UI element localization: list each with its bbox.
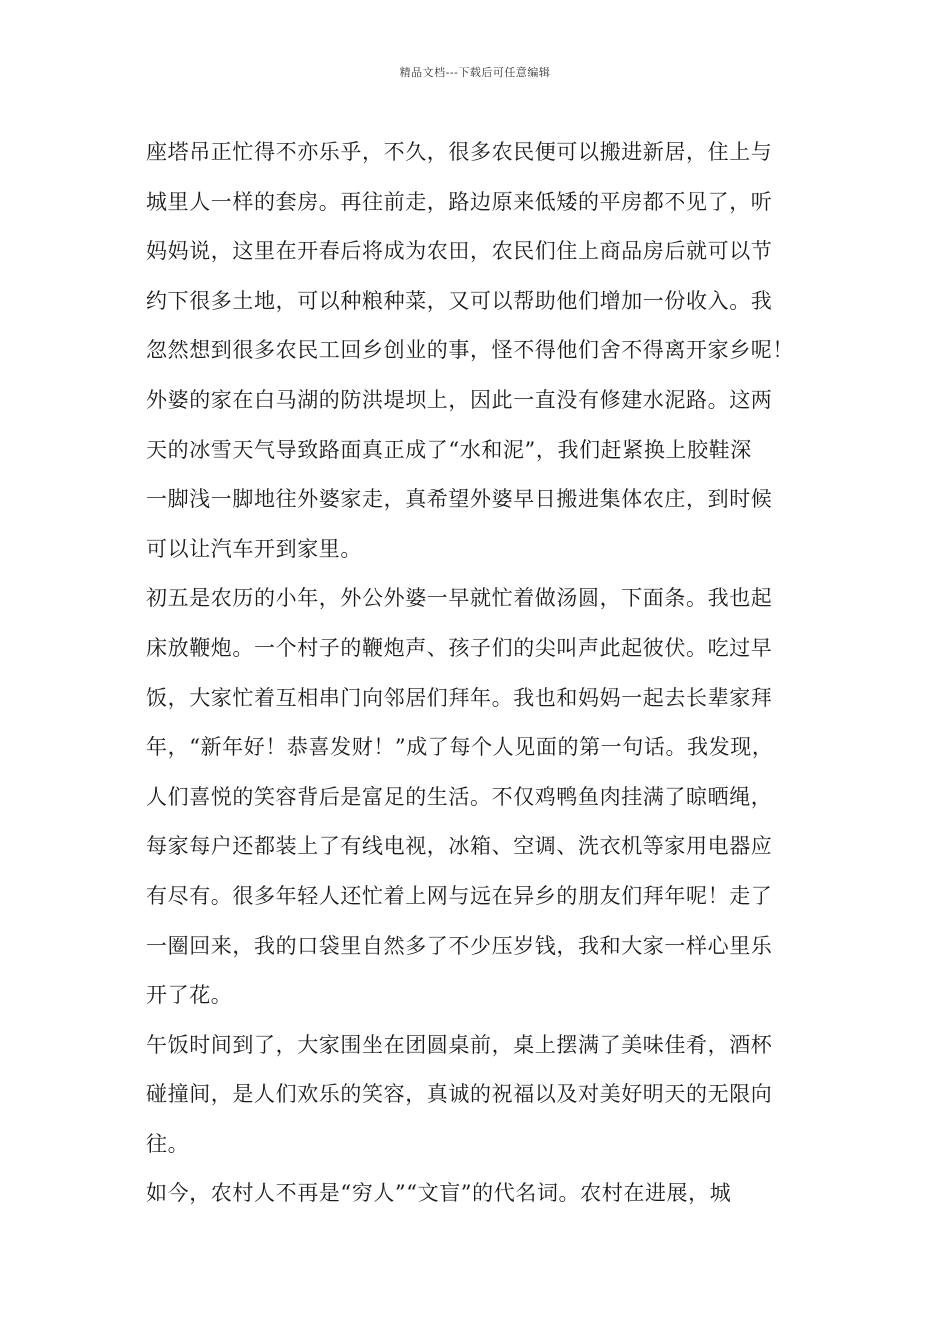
text-line: 床放鞭炮。一个村子的鞭炮声、孩子们的尖叫声此起彼伏。吃过早 xyxy=(146,635,773,660)
text-line: 外婆的家在白马湖的防洪堤坝上，因此一直没有修建水泥路。这两 xyxy=(146,387,773,412)
text-line: 开了花。 xyxy=(146,983,233,1008)
text-line: 可以让汽车开到家里。 xyxy=(146,536,362,561)
text-line: 往。 xyxy=(146,1131,190,1156)
document-body xyxy=(146,128,826,1219)
text-line: 天的冰雪天气导致路面真正成了“水和泥”，我们赶紧换上胶鞋深 xyxy=(146,437,752,462)
text-line: 一圈回来，我的口袋里自然多了不少压岁钱，我和大家一样心里乐 xyxy=(146,933,773,958)
text-line: 约下很多土地，可以种粮种菜，又可以帮助他们增加一份收入。我 xyxy=(146,288,773,313)
text-line: 碰撞间，是人们欢乐的笑容，真诚的祝福以及对美好明天的无限向 xyxy=(146,1082,773,1107)
page-header: 精品文档---下载后可任意编辑 xyxy=(399,66,551,79)
text-line: 如今，农村人不再是“穷人”“文盲”的代名词。农村在进展，城 xyxy=(146,1181,732,1206)
text-line: 年，“新年好！恭喜发财！”成了每个人见面的第一句话。我发现， xyxy=(146,735,774,760)
text-line: 城里人一样的套房。再往前走，路边原来低矮的平房都不见了，听 xyxy=(146,189,773,214)
text-line: 座塔吊正忙得不亦乐乎，不久，很多农民便可以搬进新居，住上与 xyxy=(146,140,773,164)
text-line: 午饭时间到了，大家围坐在团圆桌前，桌上摆满了美味佳肴，酒杯 xyxy=(146,1032,773,1057)
text-line: 妈妈说，这里在开春后将成为农田，农民们住上商品房后就可以节 xyxy=(146,239,773,264)
text-line: 每家每户还都装上了有线电视，冰箱、空调、洗衣机等家用电器应 xyxy=(146,834,773,859)
text-line: 饭，大家忙着互相串门向邻居们拜年。我也和妈妈一起去长辈家拜 xyxy=(146,685,773,710)
text-line: 有尽有。很多年轻人还忙着上网与远在异乡的朋友们拜年呢！走了 xyxy=(146,883,773,908)
text-line: 人们喜悦的笑容背后是富足的生活。不仅鸡鸭鱼肉挂满了晾晒绳， xyxy=(146,784,773,809)
text-line: 初五是农历的小年，外公外婆一早就忙着做汤圆，下面条。我也起 xyxy=(146,586,773,611)
text-line: 一脚浅一脚地往外婆家走，真希望外婆早日搬进集体农庄，到时候 xyxy=(146,487,773,512)
text-line: 忽然想到很多农民工回乡创业的事，怪不得他们舍不得离开家乡呢！ xyxy=(146,338,794,363)
